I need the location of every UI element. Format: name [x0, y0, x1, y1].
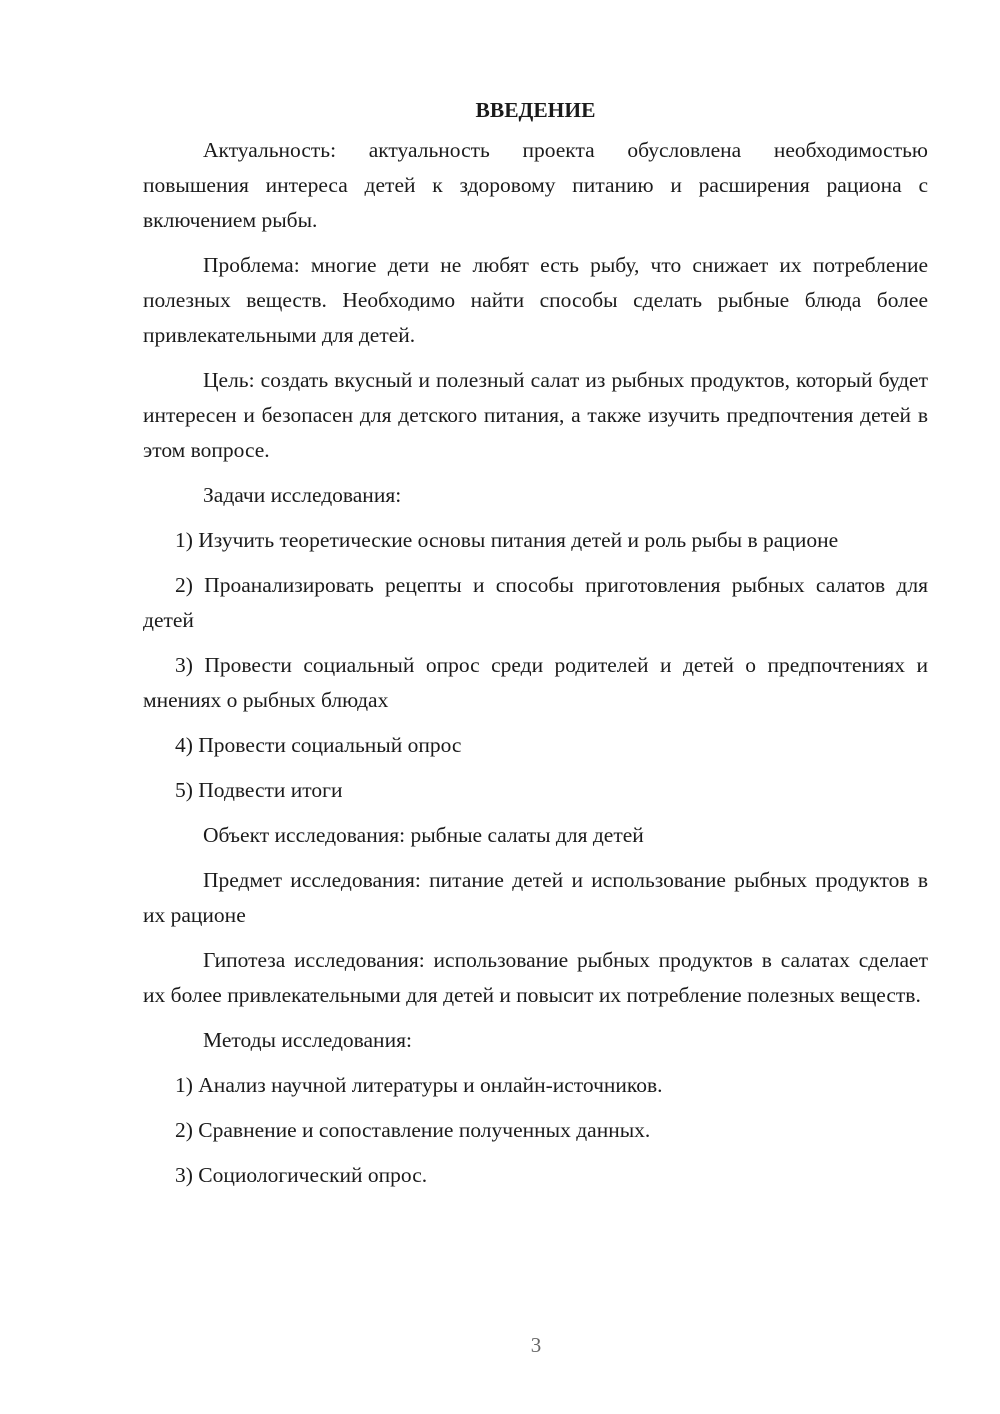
task-item-4: 4) Провести социальный опрос — [175, 733, 462, 757]
task-item-5: 5) Подвести итоги — [175, 778, 343, 802]
task-item-2: 2) Проанализировать рецепты и способы приготовления рыбных салатов для детей — [143, 573, 928, 632]
document-page — [143, 92, 928, 1203]
paragraph-relevance: Актуальность: актуальность проекта обусловлена необходимостью повышения интереса детей к здоровому питанию и расширения рациона с включением рыбы. — [143, 138, 928, 232]
paragraph-hypothesis: Гипотеза исследования: использование рыбных продуктов в салатах сделает их более привлекательными для детей и повысит их потребление полезных веществ. — [143, 948, 928, 1007]
paragraph-tasks-heading: Задачи исследования: — [203, 483, 402, 507]
paragraph-goal: Цель: создать вкусный и полезный салат из рыбных продуктов, который будет интересен и безопасен для детского питания, а также изучить предпочтения детей в этом вопросе. — [143, 368, 928, 462]
paragraph-problem: Проблема: многие дети не любят есть рыбу, что снижает их потребление полезных веществ. Необходимо найти способы сделать рыбные блюда более привлекательными для детей. — [143, 253, 928, 347]
paragraph-methods-heading: Методы исследования: — [203, 1028, 412, 1052]
method-item-1: 1) Анализ научной литературы и онлайн-источников. — [175, 1073, 663, 1097]
paragraph-object: Объект исследования: рыбные салаты для детей — [203, 823, 644, 847]
task-item-1: 1) Изучить теоретические основы питания детей и роль рыбы в рационе — [175, 528, 839, 552]
section-title: ВВЕДЕНИЕ — [475, 98, 596, 122]
method-item-3: 3) Социологический опрос. — [175, 1163, 428, 1187]
paragraph-subject: Предмет исследования: питание детей и использование рыбных продуктов в их рационе — [143, 868, 928, 927]
page-number: 3 — [530, 1333, 542, 1357]
task-item-3: 3) Провести социальный опрос среди родителей и детей о предпочтениях и мнениях о рыбных блюдах — [143, 653, 928, 712]
method-item-2: 2) Сравнение и сопоставление полученных данных. — [175, 1118, 651, 1142]
